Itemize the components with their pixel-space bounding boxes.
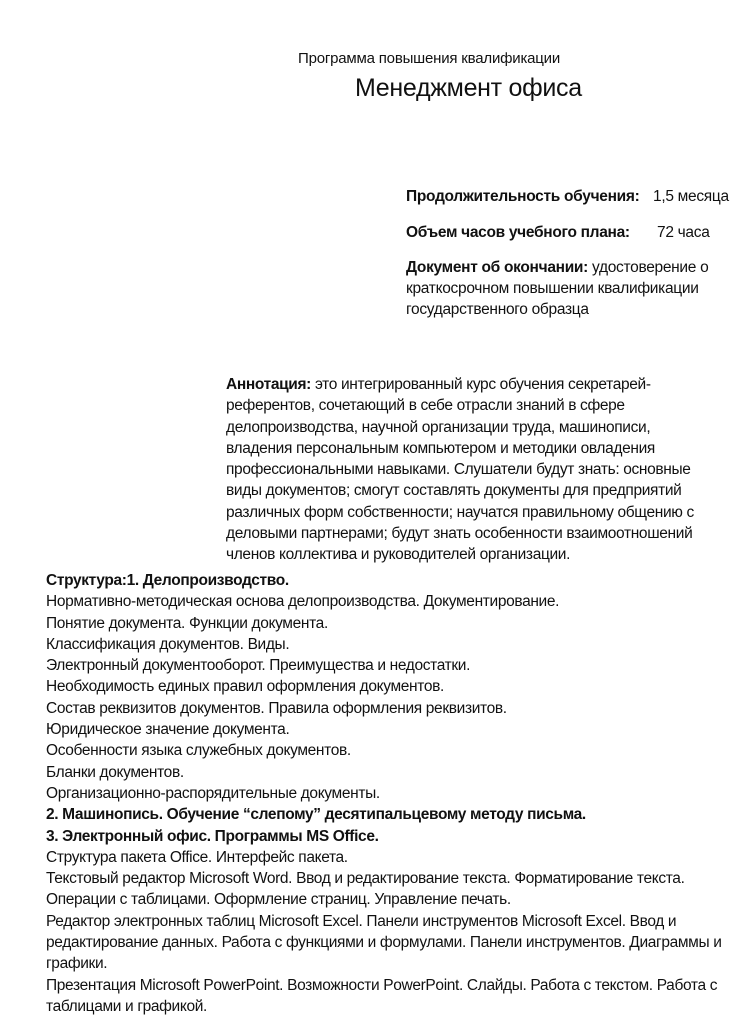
list-item: Текстовый редактор Microsoft Word. Ввод и редактирование текста. Форматирование текста. — [46, 870, 685, 888]
section2-heading: 2. Машинопись. Обучение “слепому” десятипальцевому методу письма. — [46, 806, 586, 824]
page-title: Менеджмент офиса — [355, 74, 582, 102]
hours-value: 72 часа — [657, 224, 710, 241]
duration-label: Продолжительность обучения: — [406, 188, 640, 205]
list-item: Состав реквизитов документов. Правила оформления реквизитов. — [46, 699, 507, 717]
list-item: Организационно-распорядительные документы. — [46, 784, 380, 802]
list-item: Бланки документов. — [46, 763, 184, 781]
list-item: Нормативно-методическая основа делопроизводства. Документирование. — [46, 593, 560, 611]
document-row — [406, 257, 742, 320]
program-subtitle: Программа повышения квалификации — [298, 50, 561, 67]
annotation-paragraph — [226, 374, 716, 566]
list-item: Презентация Microsoft PowerPoint. Возможности PowerPoint. Слайды. Работа с текстом. Работа с таблицами и графикой. — [46, 976, 718, 1015]
structure-section — [46, 570, 741, 1017]
list-item: Классификация документов. Виды. — [46, 635, 290, 653]
structure-heading: Структура:1. Делопроизводство. — [46, 572, 289, 589]
duration-value: 1,5 месяца — [653, 188, 729, 205]
annotation-label: Аннотация: — [226, 376, 311, 393]
list-item: Редактор электронных таблиц Microsoft Excel. Панели инструментов Microsoft Excel. Ввод и редактирование данных. Работа с функциями и формулами. Панели инструментов. Диаграммы и графики. — [46, 912, 722, 973]
list-item: Понятие документа. Функции документа. — [46, 614, 328, 632]
hours-label: Объем часов учебного плана: — [406, 224, 630, 241]
duration-row — [406, 186, 742, 207]
annotation-text: это интегрированный курс обучения секретарей-референтов, сочетающий в себе отрасли знаний в сфере делопроизводства, научной организации труда, машинописи, владения персональным компьютером и методики овладения профессиональными навыками. Слушатели будут знать: основные виды документов; смогут составлять документы для предприятий различных форм собственности; научатся правильному общению с деловыми партнерами; будут знать особенности взаимоотношений членов коллектива и руководителей организации. — [226, 376, 694, 564]
document-label: Документ об окончании: — [406, 259, 589, 276]
hours-row — [406, 222, 742, 243]
list-item: Необходимость единых правил оформления документов. — [46, 678, 444, 696]
section3-heading: 3. Электронный офис. Программы MS Office. — [46, 827, 379, 845]
list-item: Особенности языка служебных документов. — [46, 742, 351, 760]
list-item: Электронный документооборот. Преимущества и недостатки. — [46, 657, 471, 675]
document-value: удостоверение о краткосрочном повышении квалификации государственного образца — [406, 259, 709, 318]
list-item: Операции с таблицами. Оформление страниц. Управление печать. — [46, 891, 511, 909]
list-item: Структура пакета Office. Интерфейс пакета. — [46, 848, 348, 866]
list-item: Юридическое значение документа. — [46, 721, 290, 739]
